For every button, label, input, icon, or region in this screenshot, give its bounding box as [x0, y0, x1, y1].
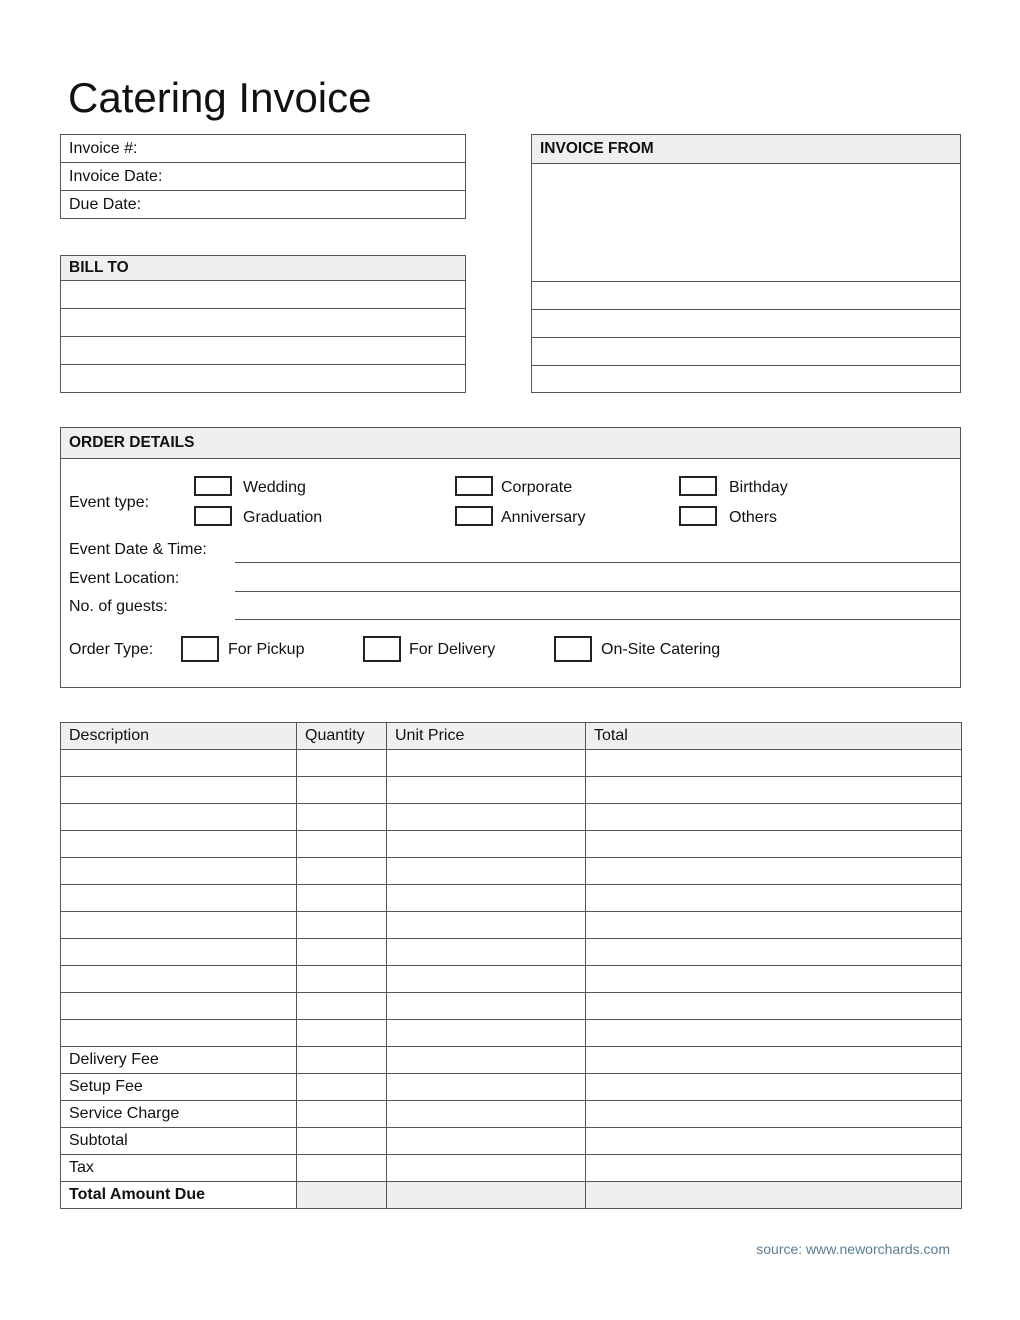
unit-price-cell[interactable]	[387, 1155, 586, 1182]
description-cell[interactable]	[61, 777, 297, 804]
order-details-box	[60, 427, 961, 688]
unit-price-cell[interactable]	[387, 804, 586, 831]
on-site-catering-checkbox[interactable]	[554, 636, 592, 662]
bill-to-line[interactable]	[61, 309, 465, 337]
table-row	[61, 750, 962, 777]
unit-price-cell[interactable]	[387, 858, 586, 885]
invoice-from-address-area[interactable]	[532, 164, 960, 282]
invoice-from-line[interactable]	[532, 310, 960, 338]
total-cell[interactable]	[586, 1020, 962, 1047]
description-cell[interactable]	[61, 831, 297, 858]
total-cell[interactable]	[586, 1047, 962, 1074]
description-cell[interactable]	[61, 750, 297, 777]
unit-price-cell[interactable]	[387, 1128, 586, 1155]
unit-price-cell[interactable]	[387, 885, 586, 912]
invoice-number-field[interactable]	[61, 135, 465, 163]
for-pickup-label: For Pickup	[228, 641, 305, 658]
due-date-label: Due Date:	[69, 196, 142, 213]
table-row	[61, 939, 962, 966]
quantity-cell[interactable]	[297, 1101, 387, 1128]
quantity-cell[interactable]	[297, 966, 387, 993]
unit-price-cell[interactable]	[387, 993, 586, 1020]
table-row	[61, 966, 962, 993]
subtotal-row	[61, 1128, 962, 1155]
description-cell[interactable]	[61, 1020, 297, 1047]
event-date-label: Event Date & Time:	[69, 541, 207, 558]
birthday-checkbox[interactable]	[679, 476, 717, 496]
total-cell[interactable]	[586, 831, 962, 858]
anniversary-checkbox[interactable]	[455, 506, 493, 526]
quantity-cell[interactable]	[297, 750, 387, 777]
guests-label: No. of guests:	[69, 598, 168, 615]
quantity-cell	[297, 1182, 387, 1209]
summary-label: Delivery Fee	[61, 1047, 297, 1074]
total-cell[interactable]	[586, 804, 962, 831]
summary-label: Subtotal	[61, 1128, 297, 1155]
quantity-cell[interactable]	[297, 831, 387, 858]
description-cell[interactable]	[61, 885, 297, 912]
order-details-title: ORDER DETAILS	[69, 434, 195, 451]
order-details-header	[61, 428, 960, 459]
for-delivery-checkbox[interactable]	[363, 636, 401, 662]
bill-to-line[interactable]	[61, 281, 465, 309]
column-header-quantity: Quantity	[297, 723, 387, 750]
description-cell[interactable]	[61, 966, 297, 993]
unit-price-cell[interactable]	[387, 1101, 586, 1128]
table-row	[61, 1020, 962, 1047]
table-row	[61, 831, 962, 858]
event-type-label: Event type:	[69, 494, 150, 511]
guests-field[interactable]	[235, 591, 960, 620]
total-cell[interactable]	[586, 1155, 962, 1182]
order-type-label: Order Type:	[69, 641, 154, 658]
unit-price-cell[interactable]	[387, 966, 586, 993]
service-charge-row	[61, 1101, 962, 1128]
total-cell[interactable]	[586, 777, 962, 804]
invoice-number-label: Invoice #:	[69, 139, 138, 157]
description-cell[interactable]	[61, 912, 297, 939]
table-row	[61, 804, 962, 831]
quantity-cell[interactable]	[297, 1074, 387, 1101]
source-credit: source: www.neworchards.com	[756, 1241, 950, 1257]
bill-to-box	[60, 255, 466, 393]
column-header-unit-price: Unit Price	[387, 723, 586, 750]
unit-price-cell[interactable]	[387, 1074, 586, 1101]
table-row	[61, 912, 962, 939]
others-checkbox[interactable]	[679, 506, 717, 526]
graduation-label: Graduation	[243, 509, 323, 526]
event-location-field[interactable]	[235, 563, 960, 592]
quantity-cell[interactable]	[297, 885, 387, 912]
total-cell[interactable]	[586, 885, 962, 912]
graduation-checkbox[interactable]	[194, 506, 232, 526]
invoice-from-line[interactable]	[532, 282, 960, 310]
for-pickup-checkbox[interactable]	[181, 636, 219, 662]
delivery-fee-row	[61, 1047, 962, 1074]
bill-to-title: BILL TO	[69, 259, 129, 276]
invoice-info-box	[60, 134, 466, 219]
total-cell[interactable]	[586, 912, 962, 939]
anniversary-label: Anniversary	[501, 509, 586, 526]
total-amount-due-row	[61, 1182, 962, 1209]
table-row	[61, 993, 962, 1020]
items-table	[60, 722, 962, 1209]
total-cell[interactable]	[586, 966, 962, 993]
total-cell[interactable]	[586, 1128, 962, 1155]
invoice-from-title: INVOICE FROM	[540, 140, 654, 157]
on-site-catering-label: On-Site Catering	[601, 641, 721, 658]
bill-to-line[interactable]	[61, 365, 465, 393]
summary-label: Tax	[61, 1155, 297, 1182]
invoice-from-line[interactable]	[532, 366, 960, 393]
bill-to-header	[61, 256, 465, 281]
invoice-from-box	[531, 134, 961, 393]
total-cell[interactable]	[586, 750, 962, 777]
quantity-cell[interactable]	[297, 1155, 387, 1182]
total-cell[interactable]	[586, 1101, 962, 1128]
corporate-checkbox[interactable]	[455, 476, 493, 496]
tax-row	[61, 1155, 962, 1182]
invoice-from-line[interactable]	[532, 338, 960, 366]
quantity-cell[interactable]	[297, 858, 387, 885]
summary-label: Service Charge	[61, 1101, 297, 1128]
unit-price-cell[interactable]	[387, 1047, 586, 1074]
column-header-total: Total	[586, 723, 962, 750]
quantity-cell[interactable]	[297, 939, 387, 966]
birthday-label: Birthday	[729, 479, 788, 496]
table-row	[61, 777, 962, 804]
setup-fee-row	[61, 1074, 962, 1101]
quantity-cell[interactable]	[297, 777, 387, 804]
corporate-label: Corporate	[501, 479, 573, 496]
unit-price-cell[interactable]	[387, 831, 586, 858]
page-title: Catering Invoice	[68, 74, 372, 121]
invoice-date-label: Invoice Date:	[69, 167, 163, 185]
unit-price-cell	[387, 1182, 586, 1209]
unit-price-cell[interactable]	[387, 912, 586, 939]
due-date-field[interactable]	[61, 191, 465, 219]
total-cell[interactable]	[586, 939, 962, 966]
total-amount-due-label: Total Amount Due	[61, 1182, 297, 1209]
description-cell[interactable]	[61, 858, 297, 885]
invoice-date-field[interactable]	[61, 163, 465, 191]
event-date-field[interactable]	[235, 534, 960, 563]
quantity-cell[interactable]	[297, 804, 387, 831]
description-cell[interactable]	[61, 993, 297, 1020]
wedding-label: Wedding	[243, 479, 306, 496]
total-cell[interactable]	[586, 1074, 962, 1101]
unit-price-cell[interactable]	[387, 750, 586, 777]
unit-price-cell[interactable]	[387, 939, 586, 966]
bill-to-line[interactable]	[61, 337, 465, 365]
quantity-cell[interactable]	[297, 1047, 387, 1074]
table-row	[61, 885, 962, 912]
event-location-label: Event Location:	[69, 570, 180, 587]
for-delivery-label: For Delivery	[409, 641, 496, 658]
quantity-cell[interactable]	[297, 1128, 387, 1155]
invoice-from-header	[532, 135, 960, 164]
total-cell[interactable]	[586, 858, 962, 885]
description-cell[interactable]	[61, 939, 297, 966]
wedding-checkbox[interactable]	[194, 476, 232, 496]
description-cell[interactable]	[61, 804, 297, 831]
summary-label: Setup Fee	[61, 1074, 297, 1101]
items-table-header	[61, 723, 962, 750]
total-amount-due-value[interactable]	[586, 1182, 962, 1209]
total-cell[interactable]	[586, 993, 962, 1020]
table-row	[61, 858, 962, 885]
unit-price-cell[interactable]	[387, 777, 586, 804]
quantity-cell[interactable]	[297, 993, 387, 1020]
others-label: Others	[729, 509, 778, 526]
quantity-cell[interactable]	[297, 1020, 387, 1047]
column-header-description: Description	[61, 723, 297, 750]
quantity-cell[interactable]	[297, 912, 387, 939]
unit-price-cell[interactable]	[387, 1020, 586, 1047]
